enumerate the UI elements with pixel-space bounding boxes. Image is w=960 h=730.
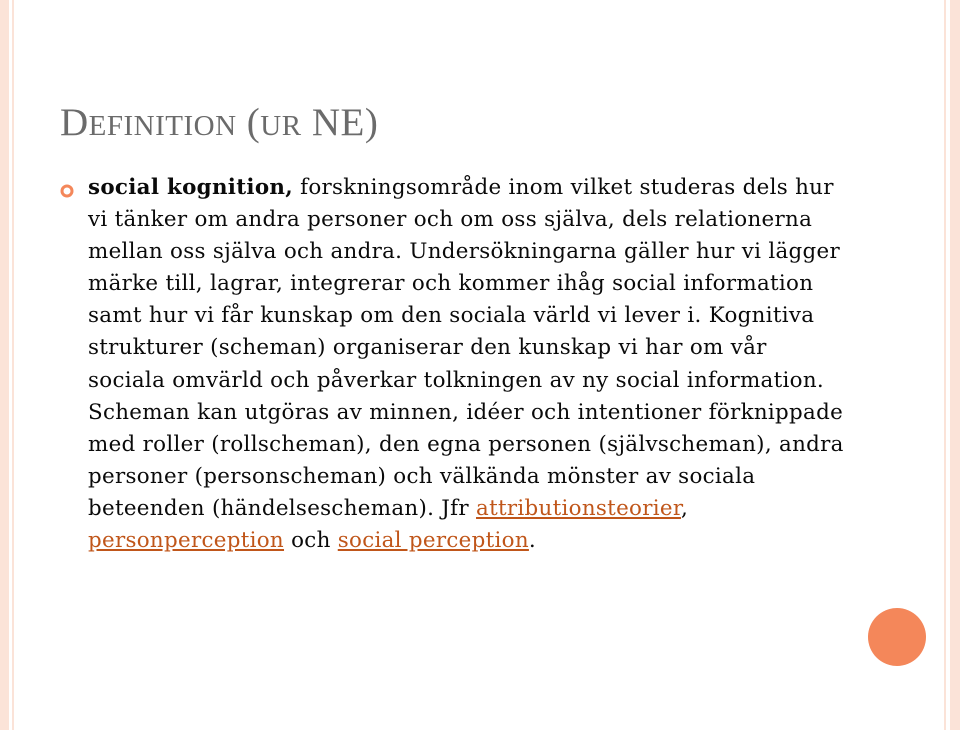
title-ur: UR [260, 110, 302, 142]
left-border-line [12, 0, 14, 730]
left-border-band [0, 0, 9, 730]
orange-circle-decoration [868, 608, 926, 666]
link-attributionsteorier[interactable]: attributionsteorier [476, 495, 682, 521]
content-body [60, 172, 850, 557]
separator-comma: , [681, 495, 689, 521]
right-border-line [944, 0, 946, 730]
link-personperception[interactable]: personperception [88, 528, 285, 554]
title-first-letter: D [60, 101, 89, 144]
definition-text: forskningsområde inom vilket studeras dels hur vi tänker om andra personer och om oss själva, dels relationerna mellan oss själva och andra. Undersökningarna gäller hur vi lägger märke till, lagrar, integrerar och kommer ihåg social information samt hur vi får kunskap om den sociala värld vi lever i. Kognitiva strukturer (scheman) organiserar den kunskap vi har om vår sociala omvärld och påverkar tolkningen av ny social information. Scheman kan utgöras av minnen, idéer och intentioner förknippade med roller (rollscheman), den egna personen (självscheman), andra personer (personscheman) och välkända mönster av sociala beteenden (händelsescheman). Jfr [88, 175, 844, 521]
slide-title [60, 100, 378, 145]
paragraph-end: . [528, 528, 537, 554]
title-ne: NE) [311, 101, 379, 144]
title-rest: EFINITION [88, 110, 237, 142]
title-paren-open: ( [246, 101, 261, 144]
link-social-perception[interactable]: social perception [337, 528, 529, 554]
ring-bullet-icon [60, 184, 74, 198]
separator-och: och [284, 528, 338, 554]
right-border-band [950, 0, 960, 730]
definition-paragraph [60, 172, 850, 557]
definition-term: social kognition, [88, 175, 293, 200]
